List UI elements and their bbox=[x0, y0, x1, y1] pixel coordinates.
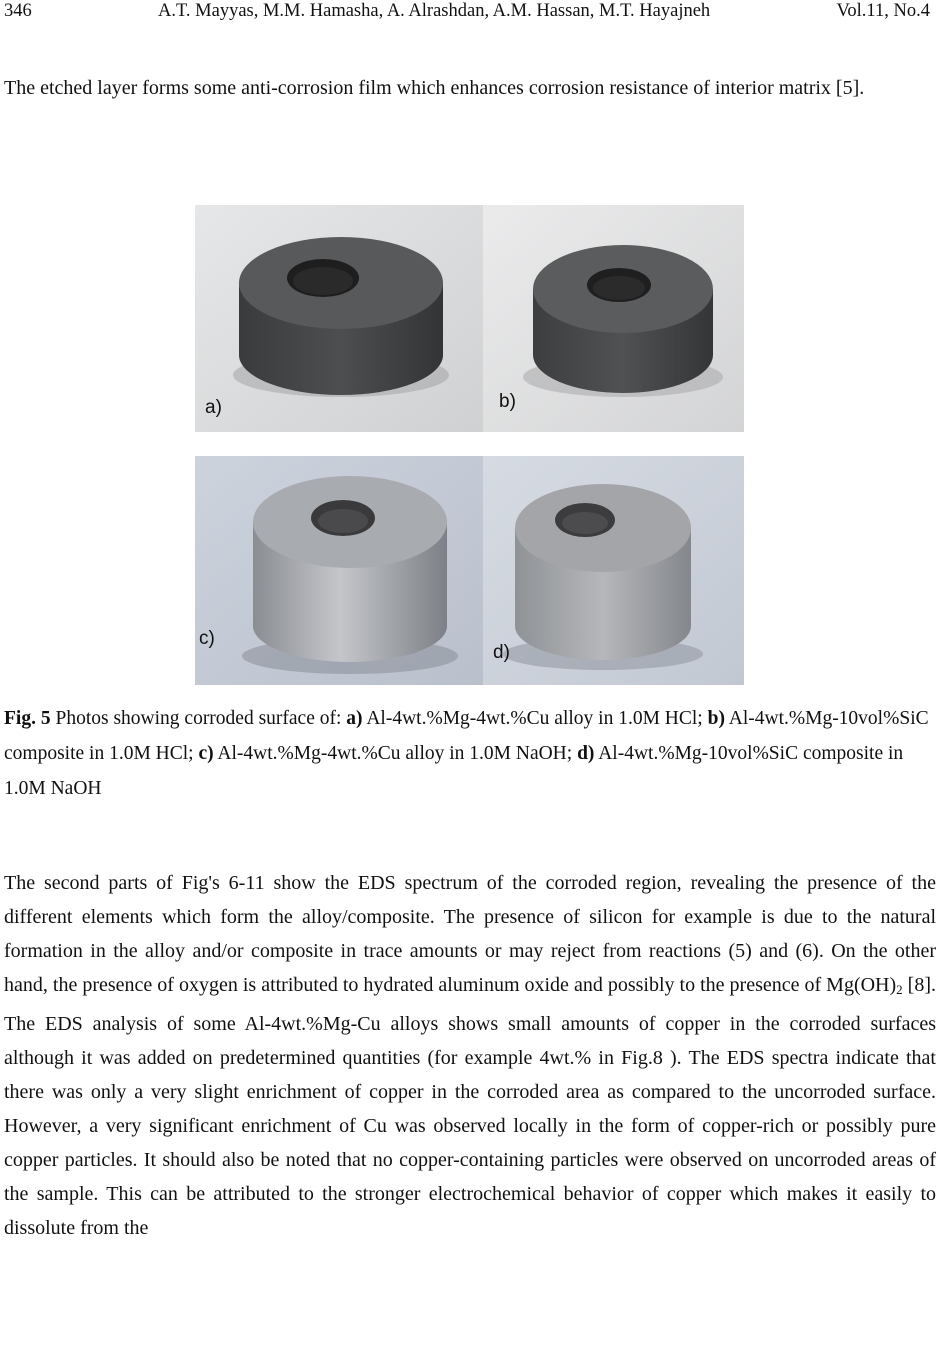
paragraph-eds bbox=[4, 866, 936, 1245]
caption-key-a: a) bbox=[346, 708, 363, 729]
figure-caption bbox=[4, 701, 936, 806]
photo-panel-b bbox=[483, 205, 744, 432]
paragraph-eds-part2: [8]. The EDS analysis of some Al-4wt.%Mg-Cu alloys shows small amounts of copper in the corroded surfaces although it was added on predetermined quantities (for example 4wt.% in Fig.8 ). The EDS spectra indicate that there was only a very slight enrichment of copper in the corroded area as compared to the uncorroded surface. However, a very significant enrichment of Cu was observed locally in the form of copper-rich or possibly pure copper particles. It should also be noted that no copper-containing particles were observed on uncorroded areas of the sample. This can be attributed to the stronger electrochemical behavior of copper which makes it easily to dissolute from the bbox=[4, 974, 936, 1239]
photo-panel-c bbox=[195, 456, 483, 685]
caption-text-a: Al-4wt.%Mg-4wt.%Cu alloy in 1.0M HCl; bbox=[362, 708, 708, 729]
caption-intro: Photos showing corroded surface of: bbox=[50, 708, 347, 729]
sample-photo-c bbox=[195, 456, 483, 685]
subscript-two: 2 bbox=[896, 982, 903, 997]
photo-panel-a bbox=[195, 205, 483, 432]
panel-label-d: d) bbox=[493, 642, 510, 663]
paragraph-eds-part1: The second parts of Fig's 6-11 show the EDS spectrum of the corroded region, revealing the presence of the different elements which form the alloy/composite. The presence of silicon for example is due to the natural formation in the alloy and/or composite in trace amounts or may reject from reactions (5) and (6). On the other hand, the presence of oxygen is attributed to hydrated aluminum oxide and possibly to the presence of Mg(OH) bbox=[4, 872, 936, 996]
panel-label-b: b) bbox=[499, 391, 516, 412]
page-number: 346 bbox=[4, 1, 32, 21]
caption-text-c: Al-4wt.%Mg-4wt.%Cu alloy in 1.0M NaOH; bbox=[213, 743, 578, 764]
caption-fig-label: Fig. 5 bbox=[4, 708, 51, 729]
caption-key-b: b) bbox=[707, 708, 725, 729]
caption-text-b: Al-4wt.%Mg-10vol%SiC composite in 1.0M HCl; bbox=[4, 708, 929, 764]
paragraph-intro: The etched layer forms some anti-corrosion film which enhances corrosion resistance of interior matrix [5]. bbox=[4, 77, 865, 99]
panel-label-c: c) bbox=[199, 628, 215, 649]
header-authors: A.T. Mayyas, M.M. Hamasha, A. Alrashdan, A.M. Hassan, M.T. Hayajneh bbox=[158, 1, 711, 21]
photo-panel-d bbox=[483, 456, 744, 685]
caption-key-d: d) bbox=[577, 743, 595, 764]
sample-photo-d bbox=[483, 456, 744, 685]
header-volume: Vol.11, No.4 bbox=[836, 1, 930, 21]
caption-key-c: c) bbox=[198, 743, 214, 764]
figure-top-row bbox=[195, 205, 744, 432]
caption-text-d: Al-4wt.%Mg-10vol%SiC composite in 1.0M NaOH bbox=[4, 743, 904, 799]
panel-label-a: a) bbox=[205, 397, 222, 418]
sample-photo-b bbox=[483, 205, 744, 432]
sample-photo-a bbox=[195, 205, 483, 432]
running-header bbox=[4, 0, 930, 34]
figure-bottom-row bbox=[195, 456, 744, 685]
